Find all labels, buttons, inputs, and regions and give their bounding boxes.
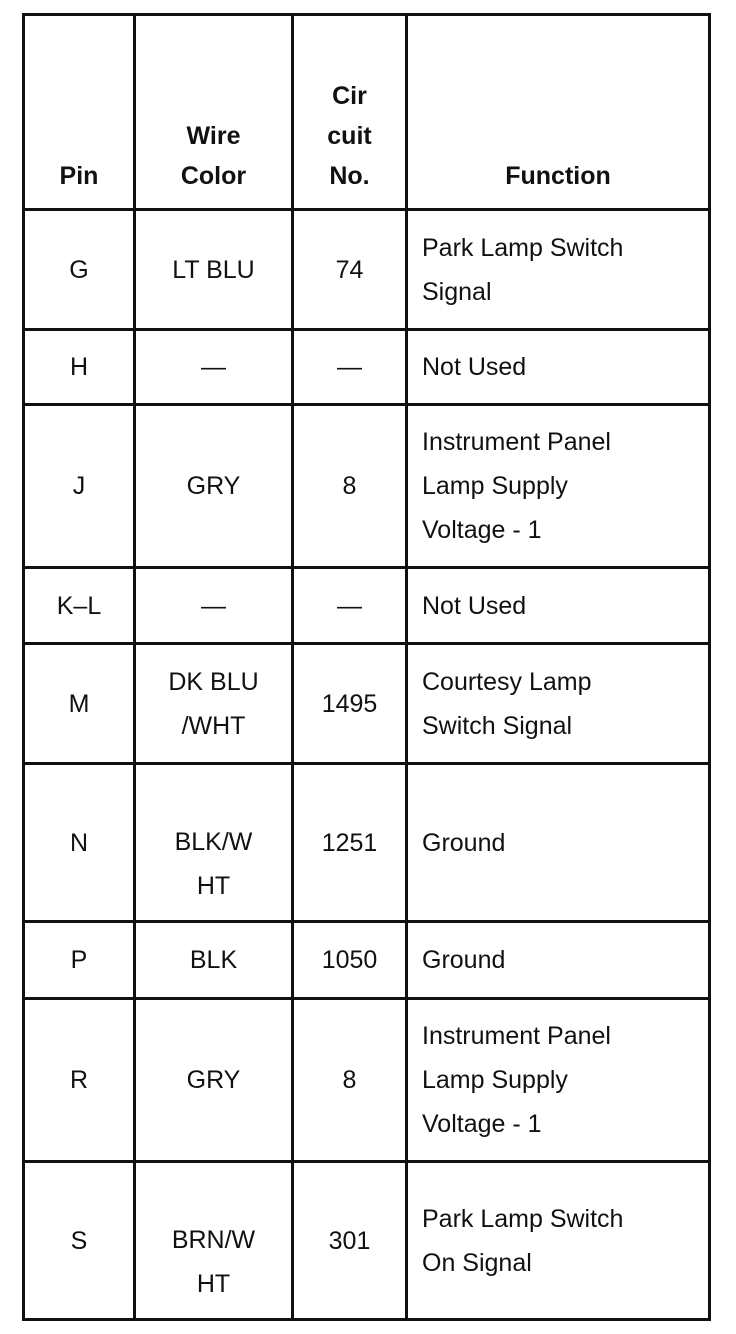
- circuit-cell: 301: [293, 1162, 407, 1320]
- pin-cell: R: [24, 999, 135, 1162]
- wire-color-cell: —: [135, 568, 293, 644]
- header-function: Function: [407, 15, 710, 210]
- function-cell: Ground: [407, 764, 710, 922]
- pin-table: [22, 13, 711, 1321]
- table-row: [24, 922, 710, 999]
- table-row: [24, 999, 710, 1162]
- table-row: [24, 405, 710, 568]
- circuit-cell: 74: [293, 210, 407, 330]
- pin-cell: N: [24, 764, 135, 922]
- header-circuit-no: Cir cuit No.: [293, 15, 407, 210]
- circuit-cell: —: [293, 568, 407, 644]
- function-cell: Ground: [407, 922, 710, 999]
- circuit-cell: —: [293, 330, 407, 405]
- function-cell: Not Used: [407, 568, 710, 644]
- function-cell: Instrument Panel Lamp Supply Voltage - 1: [407, 405, 710, 568]
- pin-cell: S: [24, 1162, 135, 1320]
- circuit-cell: 1495: [293, 644, 407, 764]
- table-row: [24, 568, 710, 644]
- function-cell: Instrument Panel Lamp Supply Voltage - 1: [407, 999, 710, 1162]
- wire-color-cell: —: [135, 330, 293, 405]
- function-cell: Park Lamp Switch Signal: [407, 210, 710, 330]
- table-header: [24, 15, 710, 210]
- table-row: [24, 330, 710, 405]
- table-row: [24, 1162, 710, 1320]
- table-row: [24, 764, 710, 922]
- function-cell: Not Used: [407, 330, 710, 405]
- pin-cell: M: [24, 644, 135, 764]
- table-row: [24, 210, 710, 330]
- circuit-cell: 8: [293, 999, 407, 1162]
- header-pin: Pin: [24, 15, 135, 210]
- pin-cell: K–L: [24, 568, 135, 644]
- function-cell: Courtesy Lamp Switch Signal: [407, 644, 710, 764]
- wire-color-cell: GRY: [135, 405, 293, 568]
- header-wire-color: Wire Color: [135, 15, 293, 210]
- wire-color-cell: BLK: [135, 922, 293, 999]
- wire-color-cell: GRY: [135, 999, 293, 1162]
- wire-color-cell: DK BLU /WHT: [135, 644, 293, 764]
- pin-cell: J: [24, 405, 135, 568]
- table-row: [24, 644, 710, 764]
- circuit-cell: 8: [293, 405, 407, 568]
- pin-cell: G: [24, 210, 135, 330]
- wire-color-cell: BRN/W HT: [135, 1162, 293, 1320]
- wire-color-cell: LT BLU: [135, 210, 293, 330]
- pin-cell: H: [24, 330, 135, 405]
- table-body: [24, 210, 710, 1320]
- circuit-cell: 1251: [293, 764, 407, 922]
- function-cell: Park Lamp Switch On Signal: [407, 1162, 710, 1320]
- wire-color-cell: BLK/W HT: [135, 764, 293, 922]
- pin-cell: P: [24, 922, 135, 999]
- circuit-cell: 1050: [293, 922, 407, 999]
